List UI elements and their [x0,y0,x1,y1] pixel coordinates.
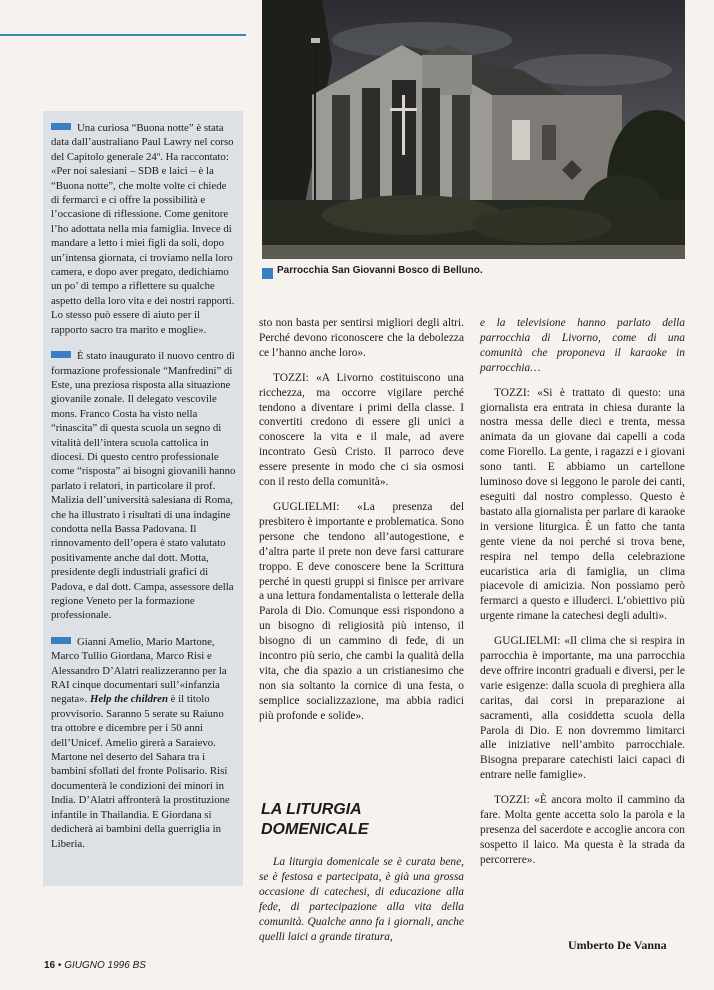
bullet-marker-icon [51,351,71,358]
church-photo-image [262,0,685,259]
article-paragraph: e la televisione hanno parlato della parrocchia di Livorno, come di una comunità che proponeva il karaoke in parrocchia… [480,317,685,374]
article-paragraph: TOZZI: «È ancora molto il cammino da fare. Molta gente accetta solo la parola e la presenza del sacerdote e accoglie ancora con sospetto il laico. Ma questa è la strada da percorrere». [480,794,685,866]
documentary-title: Help the children [89,693,168,706]
top-accent-rule [0,34,246,36]
page-number: 16 [44,960,56,971]
article-column-2 [480,316,685,878]
sidebar-item: Una curiosa “Buona notte” è stata data dall’australiano Paul Lawry nel corso del Capitolo generale 24º. Ha raccontato: «Per noi salesiani – SDB e laici – è la “Buona notte”, che molte volte ci chiede di fermarci e ci offre la possibilità e l’occasione di riflessione. Come genitore l’ho adottata nella mia famiglia. Invece di mandare a letto i miei figli da soli, dopo un’intensa giornata, ci troviamo nella loro camera, e dopo aver pregato, dedichiamo un po’ di tempo a riflettere su qualche aspetto della loro vita e dei nostri rapporti. Lo stesso può essere di aiuto per il rapporto sacro tra marito e moglie». [51,122,235,336]
issue-label: GIUGNO 1996 BS [64,960,146,971]
article-paragraph: TOZZI: «A Livorno costituiscono una ricchezza, ma occorre vigilare perché tendono a diventare i primi della classe. I convertiti credono di essere gli unici a conoscere la vita e il male, ad avere incontrato Gesù Cristo. Il parroco deve essere presente in modo che ci sia osmosi con il resto della comunità». [259,371,464,489]
news-sidebar [43,111,243,886]
church-photo [262,0,685,259]
bullet-marker-icon [51,637,71,644]
article-paragraph: La liturgia domenicale se è curata bene, se è festosa e partecipata, è già una grossa occasione di catechesi, di educazione alla fede, di partecipazione alla vita della comunità. Qualche anno fa i giornali, anche quelli laici a grande tiratura, [259,856,464,943]
author-signature: Umberto De Vanna [568,938,667,952]
article-paragraph: GUGLIELMI: «Il clima che si respira in parrocchia è importante, ma una parrocchia deve offrire incontri graduali e diversi, per le varie esigenze: dalla scuola di preghiera alla caritas, dai corsi in preparazione ai sacramenti, alla cosiddetta scuola della Parola di Dio. E non dovremmo limitarci alle iniziative nell’ambito parrocchiale. Bisogna preparare catechisti laici capaci di entrare nelle famiglie». [480,635,685,782]
article-paragraph: sto non basta per sentirsi migliori degli altri. Perché devono riconoscere che la debolezza ce l’hanno anche loro». [259,317,464,359]
article-column-1 [259,316,464,734]
bullet-marker-icon [51,123,71,130]
article-paragraph: TOZZI: «Si è trattato di questo: una giornalista era entrata in chiesa durante la nostra messa delle dieci e trenta, messa animata da un giovane dai capelli a coda come Fiorello. La gente, i ragazzi e i giovani sono tanti. E abbiamo un cartellone luminoso dove si leggono le parole dei canti, eseguiti dal nostro complesso. Questo è bastato alla giornalista per parlare di karaoke in versione liturgica. È un fatto che tanta gente viene da noi perché si trova bene, respira nel tempo della celebrazione eucaristica aria di famiglia, un clima piacevole di amicizia. Non possiamo però fermarci a questo e illuderci. L’obiettivo più urgente rimane la catechesi degli adulti». [480,386,685,623]
sidebar-item: Gianni Amelio, Mario Martone, Marco Tullio Giordana, Marco Risi e Alessandro D’Alatri realizzeranno per la RAI cinque documentari sull’«infanzia negata». Help the children è il titolo provvisorio. Saranno 5 serate su Raiuno tra ottobre e dicembre per i 50 anni dell’Unicef. Amelio girerà a Saraievo. Martone nel deserto del Sahara tra i bambini sfollati del fronte Polisario. Risi documenterà le condizioni dei minori in India. D’Alatri affronterà la prostituzione infantile in Thailandia. E Giordana si dedicherà ai bambini della guerriglia in Liberia. [51,635,230,850]
article-column-1-continued [259,855,464,944]
page-footer [44,960,146,971]
footer-separator: • [57,960,62,971]
sidebar-item: È stato inaugurato il nuovo centro di formazione professionale “Manfredini” di Este, una preziosa risposta alla situazione giovanile zonale. Il delegato vescovile mons. Franco Costa ha visto nella “rinascita” di questa scuola un segno di vitalità dell’intera scuola cattolica in diocesi. Di questo centro professionale come “risposta” ai bisogni giovanili hanno parlato i relatori, in particolare il prof. Malizia dell’università salesiana di Roma, che ha illustrato i risultati di una indagine condotta nella Bassa Padovana. Il rinnovamento dell’opera è stato valutato positivamente anche dal dott. Motta, presidente degli industriali grafici di Padova, e dal dott. Campa, assessore della regione Veneto per la formazione professionale. [51,350,236,622]
section-heading: LA LITURGIA DOMENICALE [261,801,369,838]
photo-caption: Parrocchia San Giovanni Bosco di Belluno. [262,265,502,277]
article-paragraph: GUGLIELMI: «La presenza del presbitero è importante e problematica. Sono persone che tendono all’autogestione, e d’altra parte il prete non deve farsi catturare troppo. E deve conoscere bene la Scrittura perché in questi gruppi si finisce per arrivare a una lettura fondamentalista o letterale della Parola di Dio. Comunque essi rispondono a un bisogno di religiosità più intenso, il bisogno di un cammino di fede, di un incontro più serio, che cambi la qualità della vita, che dia spazio a un cristianesimo che non sia soltanto la cornice di una festa, o semplice socializzazione, ma abbia radici più profonde e solide». [259,500,464,722]
caption-marker-icon [262,268,273,279]
